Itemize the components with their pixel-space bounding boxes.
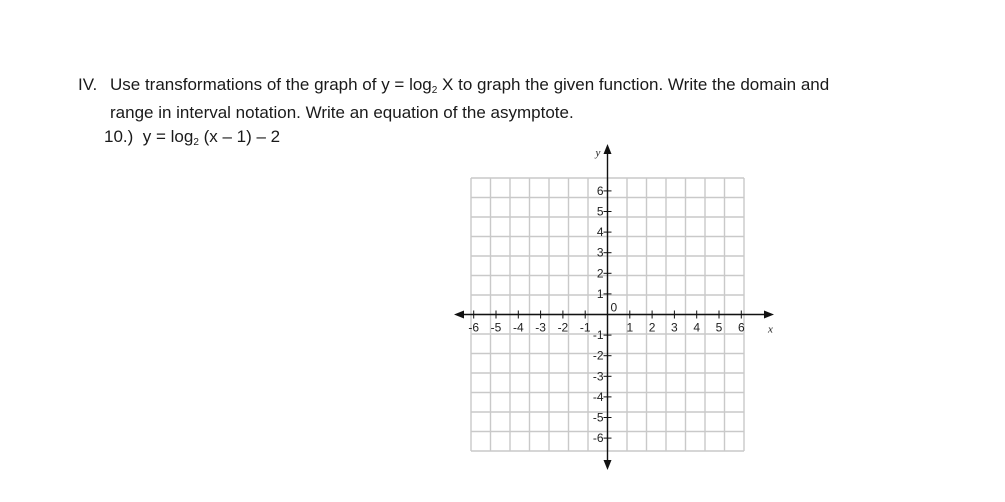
x-tick-label: 6 <box>737 320 745 335</box>
section-number: IV. <box>78 75 98 94</box>
y-tick-label: -4 <box>592 389 604 404</box>
instructions-text-end: X to graph the given function. Write the domain and <box>437 75 830 94</box>
equation-log-base: 2 <box>193 137 199 148</box>
instructions-line-2: range in interval notation. Write an equation of the asymptote. <box>110 103 574 122</box>
log-base: 2 <box>431 85 438 96</box>
y-tick-label: 5 <box>596 204 604 219</box>
y-tick-label: -3 <box>592 369 604 384</box>
y-tick-label: -2 <box>592 348 604 363</box>
y-tick-label: 1 <box>596 286 604 301</box>
equation-prefix: y = log <box>142 127 194 146</box>
x-tick-label: -5 <box>490 320 502 335</box>
y-axis-arrow-up <box>604 144 612 154</box>
x-tick-label: 3 <box>671 320 678 335</box>
y-axis-arrow-down <box>604 460 612 470</box>
x-tick-label: -4 <box>512 320 524 335</box>
item-number: 10.) <box>104 127 134 146</box>
y-tick-label: 4 <box>596 225 604 240</box>
x-axis-label: x <box>768 323 773 336</box>
y-tick-label: 3 <box>596 245 604 260</box>
x-axis-arrow-right <box>764 311 774 319</box>
x-tick-label: 1 <box>626 320 634 335</box>
x-tick-label: -1 <box>579 320 591 335</box>
x-tick-label: -2 <box>557 320 569 335</box>
x-tick-label: 4 <box>693 320 701 335</box>
y-axis-label: y <box>595 147 601 159</box>
y-tick-label: 6 <box>596 183 604 198</box>
coordinate-grid <box>440 140 800 485</box>
y-tick-label: 2 <box>596 266 604 281</box>
y-tick-label: -6 <box>592 431 604 446</box>
instructions-line-1 <box>78 74 958 102</box>
equation-suffix: (x – 1) – 2 <box>198 127 281 146</box>
origin-label: 0 <box>610 300 618 315</box>
x-tick-label: -3 <box>535 320 546 335</box>
x-tick-label: 5 <box>715 320 723 335</box>
x-tick-label: -6 <box>468 320 480 335</box>
y-tick-label: -5 <box>592 410 604 425</box>
instructions-text-start: Use transformations of the graph of y = log <box>110 75 432 94</box>
x-axis-arrow-left <box>454 311 464 319</box>
y-tick-label: -1 <box>592 328 604 343</box>
x-tick-label: 2 <box>648 320 656 335</box>
